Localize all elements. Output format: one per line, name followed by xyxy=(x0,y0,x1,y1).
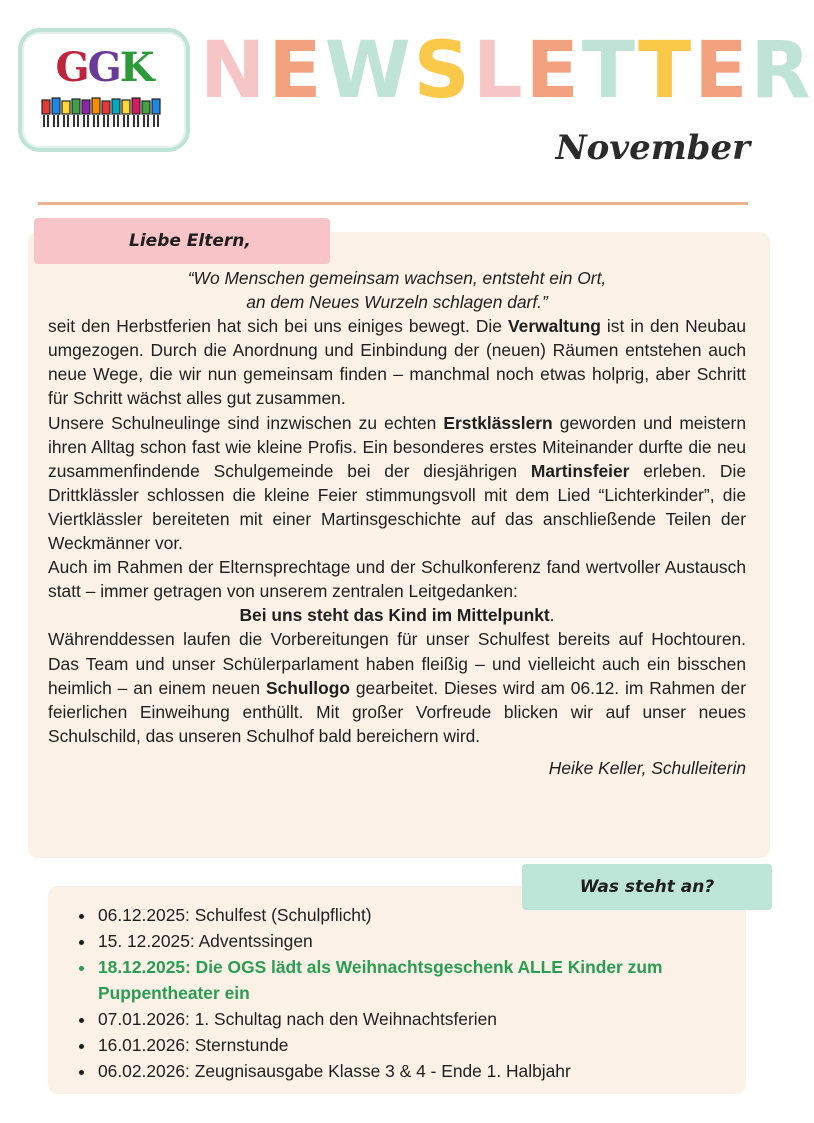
title-letter: R xyxy=(750,26,814,116)
events-heading: Was steht an? xyxy=(522,864,772,910)
logo-letter: G xyxy=(87,44,120,91)
event-item: • 18.12.2025: Die OGS lädt als Weihnachtsgeschenk ALLE Kinder zum Puppentheater ein xyxy=(96,954,736,1006)
paragraph: Auch im Rahmen der Elternsprechtage und der Schulkonferenz fand wertvoller Austausch statt – immer getragen von unserem zentralen Leitgedanken: xyxy=(48,557,746,602)
newsletter-title xyxy=(200,26,814,116)
greeting-label: Liebe Eltern, xyxy=(34,218,330,264)
paragraph xyxy=(48,627,746,747)
school-logo xyxy=(18,28,190,152)
title-letter: E xyxy=(525,26,582,116)
motto xyxy=(48,603,746,627)
text-run: Unsere Schulneulinge sind inzwischen zu echten xyxy=(48,412,444,433)
paragraph xyxy=(48,314,746,410)
quote-line: an dem Neues Wurzeln schlagen darf.” xyxy=(246,292,548,313)
quote-line: “Wo Menschen gemeinsam wachsen, entsteht ein Ort, xyxy=(187,268,607,288)
paragraph xyxy=(48,411,746,556)
title-letter: N xyxy=(200,26,269,116)
event-item: • 07.01.2026: 1. Schultag nach den Weihnachtsferien xyxy=(96,1006,736,1032)
title-letter: T xyxy=(638,26,695,116)
bold-text: Verwaltung xyxy=(508,316,601,337)
signature: Heike Keller, Schulleiterin xyxy=(548,757,746,778)
text-run: gearbeitet. Dieses wird am 06.12. im Rahmen der feierlichen Einweihung enthüllt. Mit großer Vorfreude blicken wir auf unser neues Schulschild, das unseren Schulhof bald bereichern wird. xyxy=(48,677,746,746)
text-run: erleben. Die Drittklässler schlossen die kleine Feier stimmungsvoll mit dem Lied “Lichterkinder”, die Viertklässler bereiteten mit einer Martinsgeschichte auf das anschließende Teilen der Weckmänner vor. xyxy=(48,460,746,554)
text-run: geworden und meistern ihren Alltag schon fast wie kleine Profis. Ein besonderes erstes Miteinander durfte die neu zusammenfindende Schulgemeinde bei der diesjährigen xyxy=(48,412,747,481)
event-item: • 06.02.2026: Zeugnisausgabe Klasse 3 & 4 - Ende 1. Halbjahr xyxy=(96,1058,736,1084)
event-item: • 16.01.2026: Sternstunde xyxy=(96,1032,736,1058)
logo-letter: K xyxy=(119,44,153,91)
text-run: seit den Herbstferien hat sich bei uns einiges bewegt. Die xyxy=(48,316,509,337)
bold-text: Martinsfeier xyxy=(530,460,630,481)
letter-body xyxy=(48,266,746,780)
bold-text: Schullogo xyxy=(265,677,350,698)
logo-letters xyxy=(34,46,174,90)
text-run: ist in den Neubau umgezogen. Durch die Anordnung und Einbindung der (neuen) Räumen entstehen auch neue Wege, die wir nun gemeinsam finden – manchmal noch etwas holprig, aber Schritt für Schritt wächst alles gut zusammen. xyxy=(48,316,746,409)
bold-text: Erstklässlern xyxy=(443,412,553,433)
bold-text: Bei uns steht das Kind im Mittelpunkt xyxy=(239,605,550,626)
title-letter: W xyxy=(324,26,414,116)
month-label: November xyxy=(555,128,750,168)
divider xyxy=(38,202,748,205)
events-list xyxy=(76,902,736,1084)
event-item: • 06.12.2025: Schulfest (Schulpflicht) xyxy=(96,902,736,928)
children-illustration xyxy=(40,94,168,130)
text-run: Währenddessen laufen die Vorbereitungen für unser Schulfest bereits auf Hochtouren. Das Team und unser Schülerparlament haben fleißig – und vielleicht auch ein bisschen heimlich – an einem neuen xyxy=(48,629,746,698)
text-run: . xyxy=(549,605,555,626)
logo-letter: G xyxy=(55,44,88,91)
event-item: • 15. 12.2025: Adventssingen xyxy=(96,928,736,954)
title-letter: E xyxy=(268,26,325,116)
title-letter: L xyxy=(472,26,526,116)
title-letter: E xyxy=(694,26,751,116)
title-letter: S xyxy=(413,26,473,116)
title-letter: T xyxy=(581,26,639,116)
